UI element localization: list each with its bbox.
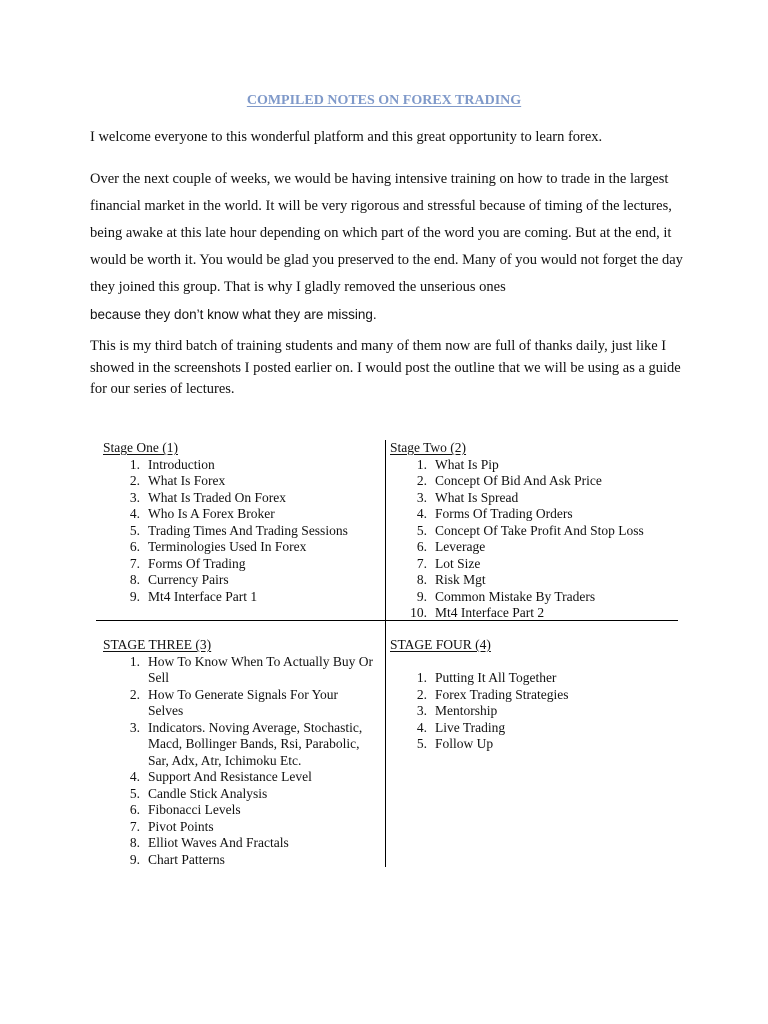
item-number: 2. xyxy=(416,473,427,488)
item-text: Forms Of Trading Orders xyxy=(435,506,573,521)
list-item xyxy=(390,539,680,556)
item-number: 8. xyxy=(416,572,427,587)
item-text: Pivot Points xyxy=(148,818,214,834)
stage-one-cell xyxy=(103,440,375,605)
item-text: Trading Times And Trading Sessions xyxy=(148,522,348,538)
outline-paragraph: This is my third batch of training students and many of them now are full of thanks daily, just like I showed in the screenshots I posted earlier on. I would post the outline that we will be using as a guide for our series of lectures. xyxy=(90,338,681,397)
list-item xyxy=(103,802,375,819)
item-number: 9. xyxy=(129,588,140,604)
item-number: 7. xyxy=(416,555,427,571)
item-text: Currency Pairs xyxy=(148,572,229,587)
item-text: Elliot Waves And Fractals xyxy=(148,835,289,850)
list-item xyxy=(103,720,375,770)
item-text: How To Know When To Actually Buy Or Sell xyxy=(148,653,373,685)
list-item xyxy=(103,523,375,540)
item-text: Mt4 Interface Part 2 xyxy=(435,605,545,620)
item-text: Risk Mgt xyxy=(435,572,486,587)
training-paragraph-text: Over the next couple of weeks, we would be having intensive training on how to trade in the largest financial market in the world. It will be very rigorous and stressful because of timing of the lectures, being awake at this late hour depending on which part of the word you are coming. But at the end, it would be worth it. You would be glad you preserved to the end. Many of you would not forget the day they joined this group. That is why I gladly removed the unserious ones xyxy=(90,171,683,296)
item-number: 1. xyxy=(129,456,140,472)
list-item xyxy=(390,523,680,540)
item-text: Candle Stick Analysis xyxy=(148,785,268,801)
item-number: 10. xyxy=(410,605,427,620)
item-number: 1. xyxy=(129,653,140,669)
item-number: 9. xyxy=(416,588,427,604)
training-paragraph-end: because they don’t know what they are missing. xyxy=(90,307,377,323)
item-text: How To Generate Signals For Your Selves xyxy=(148,686,339,718)
item-text: Forex Trading Strategies xyxy=(435,686,569,702)
stage-one-heading: Stage One (1) xyxy=(103,440,178,455)
item-text: Follow Up xyxy=(435,736,494,751)
item-text: What Is Forex xyxy=(148,473,226,488)
item-text: Fibonacci Levels xyxy=(148,802,241,817)
stage-four-cell xyxy=(390,637,680,753)
item-number: 2. xyxy=(129,473,140,488)
list-item xyxy=(103,819,375,836)
list-item xyxy=(390,556,680,573)
document-title: COMPILED NOTES ON FOREX TRADING xyxy=(246,93,522,108)
item-number: 4. xyxy=(129,506,140,521)
stage-one-list xyxy=(103,457,375,606)
stage-two-list xyxy=(390,457,680,622)
stage-four-heading: STAGE FOUR (4) xyxy=(390,637,491,652)
list-item xyxy=(390,506,680,523)
item-text: Support And Resistance Level xyxy=(148,769,312,784)
list-item xyxy=(390,457,680,474)
item-number: 9. xyxy=(129,851,140,867)
list-item xyxy=(390,720,680,737)
item-number: 5. xyxy=(129,522,140,538)
stage-two-heading: Stage Two (2) xyxy=(390,440,467,455)
list-item xyxy=(390,589,680,606)
list-item xyxy=(390,687,680,704)
item-number: 5. xyxy=(129,785,140,801)
item-number: 3. xyxy=(416,703,427,718)
stage-three-heading: STAGE THREE (3) xyxy=(103,637,212,652)
list-item xyxy=(103,572,375,589)
item-number: 4. xyxy=(416,506,427,521)
list-item xyxy=(103,654,375,687)
item-text: What Is Traded On Forex xyxy=(148,489,286,505)
item-text: What Is Spread xyxy=(435,489,519,505)
item-text: Introduction xyxy=(148,456,215,472)
item-text: Putting It All Together xyxy=(435,670,557,685)
item-number: 3. xyxy=(416,489,427,505)
item-text: Mentorship xyxy=(435,703,498,718)
list-item xyxy=(103,506,375,523)
list-item xyxy=(390,670,680,687)
list-item xyxy=(103,490,375,507)
item-text: Leverage xyxy=(435,539,486,554)
list-item xyxy=(390,605,680,622)
item-number: 7. xyxy=(129,555,140,571)
item-number: 1. xyxy=(416,456,427,472)
item-number: 6. xyxy=(416,539,427,554)
table-vertical-divider xyxy=(385,440,386,867)
stage-three-list xyxy=(103,654,375,869)
list-item xyxy=(103,539,375,556)
item-number: 6. xyxy=(129,802,140,817)
list-item xyxy=(103,556,375,573)
item-number: 6. xyxy=(129,539,140,554)
list-item xyxy=(103,852,375,869)
item-text: What Is Pip xyxy=(435,456,499,472)
training-paragraph xyxy=(90,166,690,330)
list-item xyxy=(390,703,680,720)
item-number: 4. xyxy=(129,769,140,784)
list-item xyxy=(390,473,680,490)
list-item xyxy=(103,835,375,852)
item-number: 5. xyxy=(416,736,427,751)
item-text: Concept Of Take Profit And Stop Loss xyxy=(435,522,644,538)
list-item xyxy=(103,769,375,786)
list-item xyxy=(390,490,680,507)
item-number: 8. xyxy=(129,572,140,587)
stage-three-cell xyxy=(103,637,375,868)
item-text: Common Mistake By Traders xyxy=(435,588,596,604)
item-number: 8. xyxy=(129,835,140,850)
item-text: Who Is A Forex Broker xyxy=(148,506,275,521)
item-text: Concept Of Bid And Ask Price xyxy=(435,473,602,488)
list-item xyxy=(103,473,375,490)
item-number: 3. xyxy=(129,489,140,505)
item-number: 3. xyxy=(129,719,140,735)
list-item xyxy=(103,687,375,720)
item-text: Indicators. Noving Average, Stochastic, Macd, Bollinger Bands, Rsi, Parabolic, Sar, Adx, Atr, Ichimoku Etc. xyxy=(148,719,363,768)
item-text: Chart Patterns xyxy=(148,851,225,867)
item-number: 4. xyxy=(416,719,427,735)
item-text: Mt4 Interface Part 1 xyxy=(148,588,258,604)
item-number: 7. xyxy=(129,818,140,834)
item-text: Live Trading xyxy=(435,719,506,735)
item-text: Forms Of Trading xyxy=(148,555,246,571)
stage-four-list xyxy=(390,670,680,753)
item-text: Lot Size xyxy=(435,555,481,571)
list-item xyxy=(390,572,680,589)
list-item xyxy=(103,589,375,606)
item-number: 1. xyxy=(416,670,427,685)
list-item xyxy=(103,786,375,803)
item-number: 5. xyxy=(416,522,427,538)
item-text: Terminologies Used In Forex xyxy=(148,539,307,554)
list-item xyxy=(390,736,680,753)
item-number: 2. xyxy=(416,686,427,702)
item-number: 2. xyxy=(129,686,140,702)
list-item xyxy=(103,457,375,474)
stage-two-cell xyxy=(390,440,680,622)
intro-paragraph: I welcome everyone to this wonderful platform and this great opportunity to learn forex. xyxy=(90,129,603,145)
